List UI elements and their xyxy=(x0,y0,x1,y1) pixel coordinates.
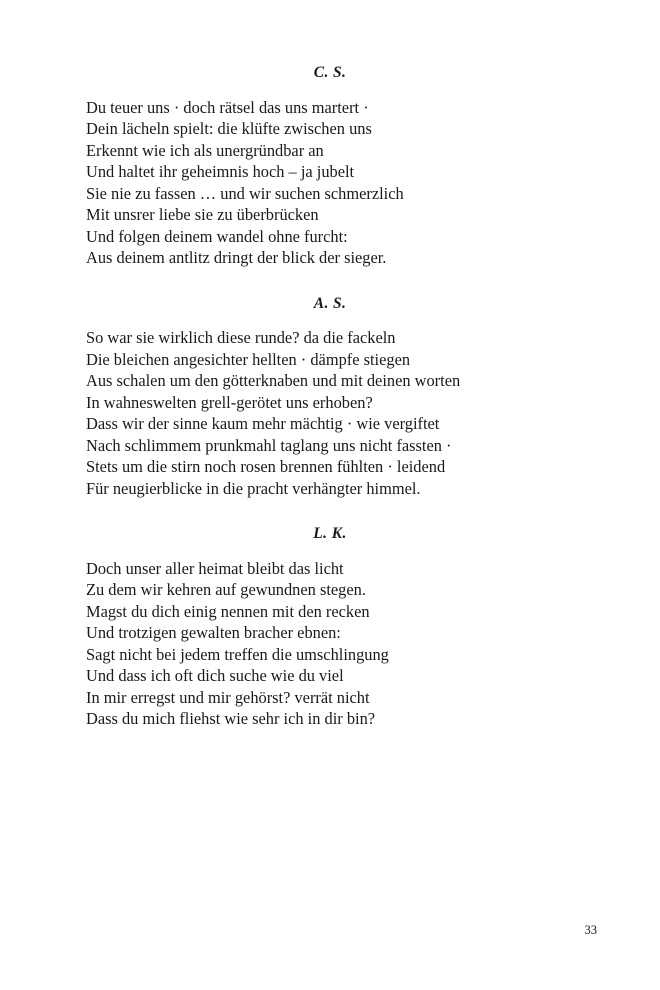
verse-line: Aus deinem antlitz dringt der blick der sieger. xyxy=(86,248,387,267)
verse-line: Dass wir der sinne kaum mehr mächtig · wie vergiftet xyxy=(86,414,440,433)
verse-line: In wahneswelten grell-gerötet uns erhoben? xyxy=(86,392,373,412)
verse-line: Aus schalen um den götterknaben und mit deinen worten xyxy=(86,371,461,390)
poem-block xyxy=(86,62,576,269)
verse-line: Magst du dich einig nennen mit den recken xyxy=(86,601,370,621)
verse-line: Doch unser aller heimat bleibt das licht xyxy=(86,558,344,578)
verse-line: Und trotzigen gewalten bracher ebnen: xyxy=(86,623,341,642)
verse-line: Erkennt wie ich als unergründbar an xyxy=(86,140,324,160)
verse-line: Stets um die stirn noch rosen brennen fühlten · leidend xyxy=(86,457,446,476)
verse-line: Und haltet ihr geheimnis hoch – ja jubelt xyxy=(86,162,355,181)
verse-line: Dass du mich fliehst wie sehr ich in dir bin? xyxy=(86,709,376,728)
verse-line: Nach schlimmem prunkmahl taglang uns nicht fassten · xyxy=(86,435,452,455)
verse-line: Du teuer uns · doch rätsel das uns martert · xyxy=(86,97,369,117)
verse-line: Die bleichen angesichter hellten · dämpfe stiegen xyxy=(86,349,411,369)
verse-line: Sagt nicht bei jedem treffen die umschlingung xyxy=(86,644,389,664)
verse-line: Und folgen deinem wandel ohne furcht: xyxy=(86,226,348,246)
poem-heading: L. K. xyxy=(313,525,347,542)
stanza xyxy=(86,97,576,269)
poem-heading: A. S. xyxy=(313,294,347,312)
verse-line: Für neugierblicke in die pracht verhängter himmel. xyxy=(86,478,421,498)
verse-line: Und dass ich oft dich suche wie du viel xyxy=(86,666,344,685)
poem-block xyxy=(86,293,576,500)
poem-heading: C. S. xyxy=(313,64,347,81)
verse-line: Zu dem wir kehren auf gewundnen stegen. xyxy=(86,580,366,599)
poem-block xyxy=(86,523,576,730)
poem-content-column xyxy=(86,62,576,730)
page-number: 33 xyxy=(584,923,597,937)
verse-line: Mit unsrer liebe sie zu überbrücken xyxy=(86,205,319,224)
verse-line: In mir erregst und mir gehörst? verrät nicht xyxy=(86,687,370,707)
verse-line: Sie nie zu fassen … und wir suchen schmerzlich xyxy=(86,183,404,203)
verse-line: Dein lächeln spielt: die klüfte zwischen uns xyxy=(86,119,372,138)
verse-line: So war sie wirklich diese runde? da die fackeln xyxy=(86,328,396,347)
stanza xyxy=(86,558,576,730)
stanza xyxy=(86,327,576,499)
